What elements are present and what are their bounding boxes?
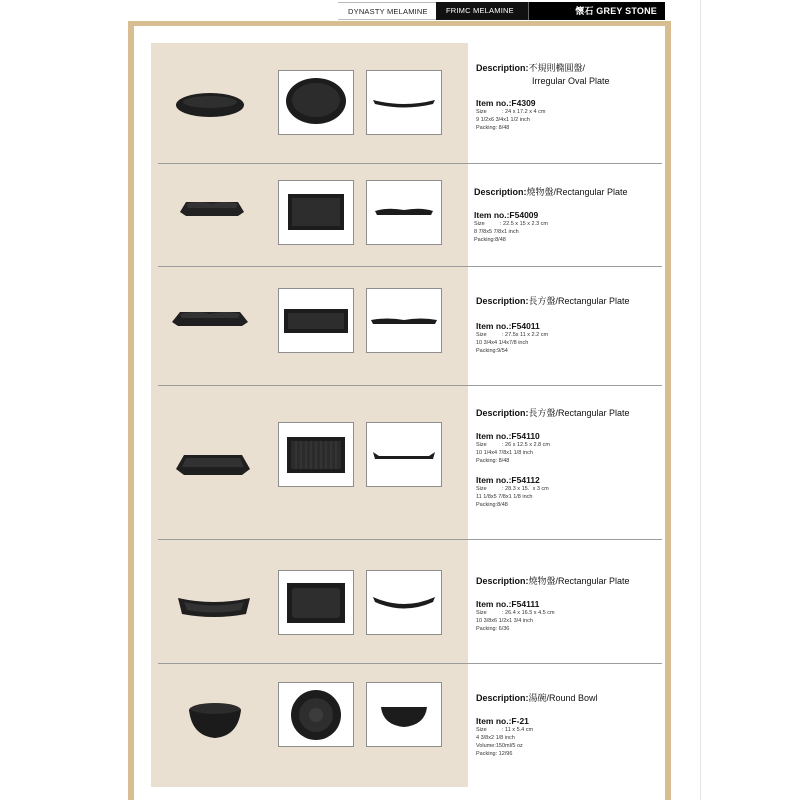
round-bowl-top-image: [279, 683, 353, 746]
packing-value: 9/54: [497, 348, 508, 354]
rect-plate-f54009-top-image: [279, 181, 353, 244]
size-inch: 10 3/4x4 1/4x7/8 inch: [476, 340, 529, 346]
volume-label: Volume:: [476, 743, 496, 749]
oval-plate-angle-image: [174, 91, 246, 121]
round-bowl-side-image: [367, 683, 441, 746]
item-number: [474, 210, 664, 220]
size-label: Size: [476, 486, 487, 492]
size-label: Size: [476, 442, 487, 448]
size-cm: : 24 x 17.2 x 4 cm: [502, 109, 546, 115]
row-separator: [158, 385, 662, 386]
volume-value: 150ml/5 oz: [495, 743, 523, 749]
rect-plate-f54111-side-view-box: [366, 570, 442, 635]
item-code: F54111: [511, 599, 540, 609]
description-label: Description:: [474, 187, 527, 197]
item-no-label: Item no.:: [476, 475, 512, 485]
size-cm: : 11 x 5.4 cm: [502, 727, 534, 733]
rect-plate-f54111-side-image: [367, 571, 441, 634]
item-number: [476, 475, 666, 485]
item-no-label: Item no.:: [476, 431, 512, 441]
description-label: Description:: [476, 296, 529, 306]
description-label: Description:: [476, 408, 529, 418]
rect-plate-f54011-angle-image: [168, 306, 252, 332]
item-no-label: Item no.:: [474, 210, 510, 220]
rect-plate-f54009-side-view-box: [366, 180, 442, 245]
item-number: [476, 599, 666, 609]
rect-plate-f54111-top-view-box: [278, 570, 354, 635]
round-bowl-top-view-box: [278, 682, 354, 747]
item-number: [476, 716, 666, 726]
size-cm: : 28.3 x 15.´ x 3 cm: [502, 486, 549, 492]
rect-plate-f54111-angle-image: [174, 590, 254, 624]
description-text: 湯碗/Round Bowl: [528, 693, 598, 703]
description-text: 長方盤/Rectangular Plate: [528, 296, 630, 306]
size-label: Size: [474, 221, 485, 227]
oval-plate-top-view-box: [278, 70, 354, 135]
round-bowl-side-view-box: [366, 682, 442, 747]
oval-plate-side-view-box: [366, 70, 442, 135]
rect-plate-f54110-top-image: [279, 423, 353, 486]
row-separator: [158, 539, 662, 540]
size-inch: 11 1/8x5 7/8x1 1/8 inch: [476, 494, 533, 500]
catalog-panel: [134, 26, 665, 800]
size-label: Size: [476, 109, 487, 115]
item-code: F54009: [509, 210, 539, 220]
packing-label: Packing:: [476, 626, 498, 632]
description-label: Description:: [476, 576, 529, 586]
product-description-f21: [476, 691, 666, 758]
row-separator: [158, 266, 662, 267]
size-cm: : 22.5 x 15 x 2.3 cm: [500, 221, 548, 227]
oval-plate-side-image: [367, 71, 441, 134]
description-text: 不規則橢圓盤/: [528, 63, 586, 73]
row-separator: [158, 663, 662, 664]
description-text: 長方盤/Rectangular Plate: [528, 408, 630, 418]
item-number: [476, 321, 666, 331]
tab-grey-stone[interactable]: 懷石 GREY STONE: [529, 2, 665, 20]
packing-value: 8/48: [498, 125, 510, 131]
item-number: [476, 431, 666, 441]
packing-value: 8/48: [495, 237, 506, 243]
size-cm: : 27.5x 11 x 2.2 cm: [502, 332, 549, 338]
item-no-label: Item no.:: [476, 716, 512, 726]
rect-plate-f54110-top-view-box: [278, 422, 354, 487]
size-inch: 4 3/8x2 1/8 inch: [476, 735, 515, 741]
product-description-f4309: [476, 61, 666, 132]
description-text-en: Irregular Oval Plate: [532, 76, 610, 86]
packing-value: 6/36: [498, 626, 510, 632]
tab-dynasty-melamine[interactable]: DYNASTY MELAMINE: [338, 2, 436, 20]
packing-label: Packing:: [476, 458, 498, 464]
product-image-panel: [151, 43, 468, 787]
size-label: Size: [476, 727, 487, 733]
catalog-header: [338, 2, 665, 20]
product-description-f54009: [474, 185, 664, 244]
product-description-f54110-f54112: [476, 406, 666, 509]
item-no-label: Item no.:: [476, 599, 512, 609]
size-inch: 9 1/2x6 3/4x1 1/2 inch: [476, 117, 530, 123]
item-code: F54011: [511, 321, 540, 331]
rect-plate-f54011-side-image: [367, 289, 441, 352]
packing-value: 8/48: [497, 502, 508, 508]
item-no-label: Item no.:: [476, 98, 512, 108]
rect-plate-f54110-angle-image: [172, 449, 254, 483]
item-number: [476, 98, 666, 108]
item-code: F-21: [511, 716, 529, 726]
description-text: 燒物盤/Rectangular Plate: [526, 187, 628, 197]
item-code: F54112: [511, 475, 540, 485]
rect-plate-f54009-top-view-box: [278, 180, 354, 245]
size-inch: 8 7/8x5 7/8x1 inch: [474, 229, 519, 235]
item-no-label: Item no.:: [476, 321, 512, 331]
rect-plate-f54110-side-image: [367, 423, 441, 486]
item-code: F54110: [511, 431, 540, 441]
rect-plate-f54009-side-image: [367, 181, 441, 244]
rect-plate-f54009-angle-image: [176, 198, 248, 222]
size-cm: : 26.4 x 16.5 x 4.5 cm: [502, 610, 555, 616]
size-label: Size: [476, 610, 487, 616]
size-label: Size: [476, 332, 487, 338]
product-description-f54011: [476, 294, 666, 355]
catalog-frame: [128, 21, 671, 800]
packing-label: Packing:: [476, 751, 498, 757]
packing-label: Packing:: [474, 237, 496, 243]
description-text: 燒物盤/Rectangular Plate: [528, 576, 630, 586]
packing-label: Packing:: [476, 348, 498, 354]
size-inch: 10 1/4x4 7/8x1 1/8 inch: [476, 450, 533, 456]
oval-plate-top-image: [279, 71, 353, 134]
size-cm: : 26 x 12.5 x 2.8 cm: [502, 442, 550, 448]
packing-value: 12/96: [498, 751, 513, 757]
packing-label: Packing:: [476, 125, 498, 131]
row-separator: [158, 163, 662, 164]
packing-value: 8/48: [498, 458, 510, 464]
packing-label: Packing:: [476, 502, 498, 508]
round-bowl-angle-image: [186, 700, 244, 742]
rect-plate-f54011-top-image: [279, 289, 353, 352]
item-code: F4309: [511, 98, 536, 108]
tab-frimc-melamine[interactable]: FRIMC MELAMINE: [436, 2, 529, 20]
description-label: Description:: [476, 693, 529, 703]
rect-plate-f54111-top-image: [279, 571, 353, 634]
rect-plate-f54011-top-view-box: [278, 288, 354, 353]
product-description-f54111: [476, 574, 666, 633]
description-label: Description:: [476, 63, 529, 73]
size-inch: 10 3/8x6 1/2x1 3/4 inch: [476, 618, 533, 624]
page-edge-line: [700, 0, 701, 800]
rect-plate-f54011-side-view-box: [366, 288, 442, 353]
rect-plate-f54110-side-view-box: [366, 422, 442, 487]
